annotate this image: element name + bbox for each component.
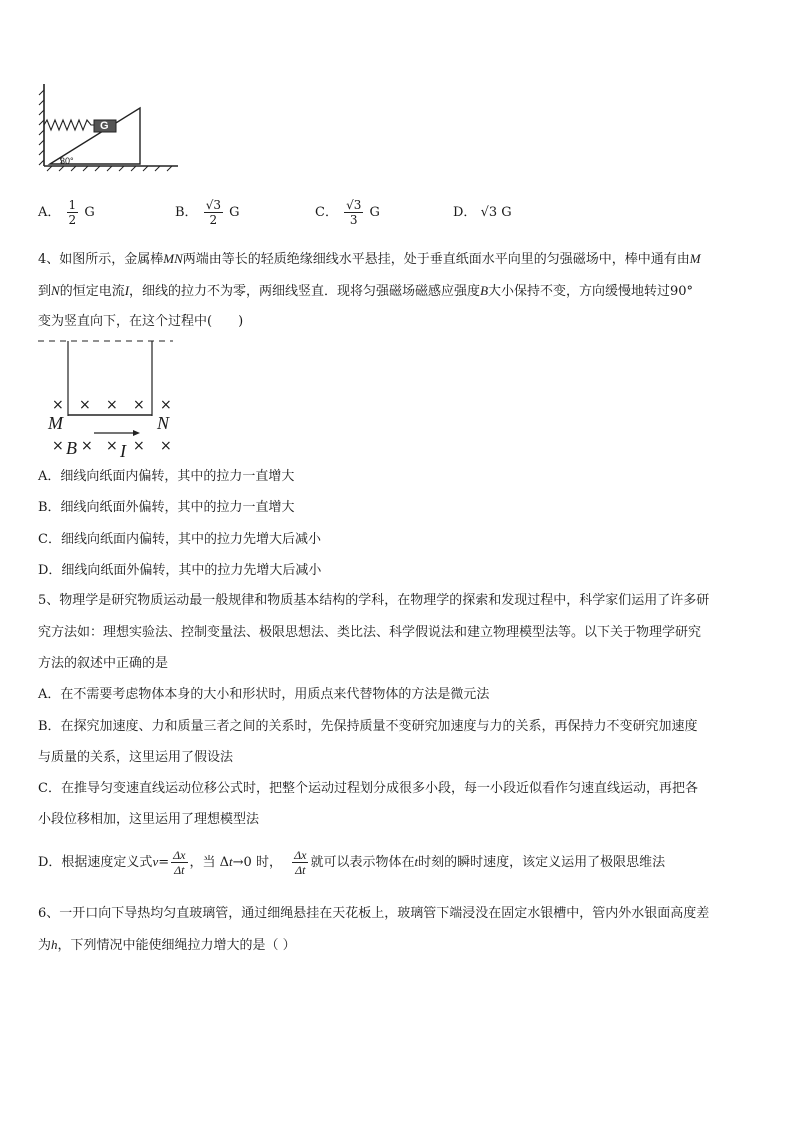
unit: G <box>229 205 240 220</box>
cross-mark: × <box>133 438 145 454</box>
q4-option-d: D．细线向纸面外偏转，其中的拉力先增大后减小 <box>38 563 322 578</box>
var-t: t <box>229 854 233 869</box>
var-v: v <box>152 854 159 869</box>
text: 到 <box>38 284 52 299</box>
var-mn: MN <box>163 251 183 266</box>
cross-mark: × <box>52 438 64 454</box>
var-i: I <box>124 283 130 298</box>
q5-line-1: 5、物理学是研究物质运动最一般规律和物质基本结构的学科，在物理学的探索和发现过程中，科学家们运用了许多研 <box>38 593 710 608</box>
q4-line-1 <box>38 249 701 270</box>
cross-mark: × <box>81 438 93 454</box>
cross-mark: × <box>52 397 64 413</box>
sqrt-value: √3 <box>480 205 498 220</box>
text: D．根据速度定义式 <box>38 855 153 870</box>
equals: = <box>158 855 170 870</box>
fraction <box>292 848 308 877</box>
q5-line-3: 方法的叙述中正确的是 <box>38 656 169 671</box>
text: 4、如图所示，金属棒 <box>38 252 164 267</box>
numerator: Δx <box>294 848 307 862</box>
q5-line-2: 究方法如：理想实验法、控制变量法、极限思想法、类比法、科学假说法和建立物理模型法等。以下关于物理学研究 <box>38 625 702 640</box>
q4-option-b: B．细线向纸面外偏转，其中的拉力一直增大 <box>38 500 295 515</box>
var-t: t <box>414 854 419 869</box>
q3-option-b <box>175 198 240 227</box>
q5-option-d <box>38 847 665 878</box>
unit: G <box>84 205 95 220</box>
text: ，当 Δ <box>189 855 230 870</box>
q4-option-a: A．细线向纸面内偏转，其中的拉力一直增大 <box>38 469 295 484</box>
text: 大小保持不变，方向缓慢地转过90° <box>488 284 694 299</box>
text: 就可以表示物体在 <box>310 855 415 870</box>
fraction <box>171 848 187 877</box>
var-m: M <box>689 251 701 266</box>
block-label: G <box>100 120 109 132</box>
label-b: B <box>66 438 77 458</box>
current-arrow <box>92 428 142 438</box>
label-m: M <box>48 413 63 433</box>
cross-mark: × <box>79 397 91 413</box>
cross-mark: × <box>133 397 145 413</box>
text: 的恒定电流 <box>59 284 125 299</box>
numerator: Δx <box>173 848 186 862</box>
q6-line-2 <box>38 935 296 956</box>
cross-mark: × <box>160 397 172 413</box>
q3-option-c <box>315 198 380 227</box>
text: 两端由等长的轻质绝缘细线水平悬挂，处于垂直纸面水平向里的匀强磁场中，棒中通有由 <box>182 252 690 267</box>
angle-label: 30° <box>60 156 74 166</box>
denominator: 2 <box>68 213 77 227</box>
fraction <box>67 198 79 227</box>
q5-option-b-line-2: 与质量的关系，这里运用了假设法 <box>38 750 234 765</box>
q5-option-b-line-1: B．在探究加速度、力和质量三者之间的关系时，先保持质量不变研究加速度与力的关系，再保持力不变研究加速度 <box>38 719 698 734</box>
q3-option-a <box>38 198 95 227</box>
q3-option-d <box>453 203 512 223</box>
q5-option-c-line-2: 小段位移相加，这里运用了理想模型法 <box>38 812 260 827</box>
numerator: 1 <box>68 198 77 212</box>
option-letter: B． <box>175 205 198 220</box>
denominator: Δt <box>295 863 306 877</box>
fraction <box>344 198 363 227</box>
unit: G <box>369 205 380 220</box>
cross-mark: × <box>160 438 172 454</box>
denominator: 3 <box>349 213 358 227</box>
label-i: I <box>120 441 126 461</box>
text: 为 <box>38 938 52 953</box>
option-letter: C． <box>315 205 338 220</box>
var-b: B <box>480 283 489 298</box>
option-letter: D． <box>453 205 477 220</box>
text: 时刻的瞬时速度，该定义运用了极限思维法 <box>418 855 666 870</box>
var-h: h <box>51 937 58 952</box>
cross-mark: × <box>106 397 118 413</box>
fraction <box>204 198 223 227</box>
var-n: N <box>51 283 60 298</box>
q4-option-c: C．细线向纸面内偏转，其中的拉力先增大后减小 <box>38 532 321 547</box>
text: ，下列情况中能使细绳拉力增大的是（ ） <box>57 938 296 953</box>
label-n: N <box>157 413 170 433</box>
numerator: √3 <box>346 198 362 212</box>
q4-line-2 <box>38 281 693 302</box>
q5-option-a: A．在不需要考虑物体本身的大小和形状时，用质点来代替物体的方法是微元法 <box>38 687 490 702</box>
numerator: √3 <box>205 198 221 212</box>
option-letter: A． <box>38 205 61 220</box>
text: →0 时， <box>232 855 282 870</box>
cross-mark: × <box>106 438 118 454</box>
denominator: Δt <box>174 863 185 877</box>
q5-option-c-line-1: C．在推导匀变速直线运动位移公式时，把整个运动过程划分成很多小段，每一小段近似看作匀速直线运动，再把各 <box>38 781 698 796</box>
unit: G <box>501 205 512 220</box>
q6-line-1: 6、一开口向下导热均匀直玻璃管，通过细绳悬挂在天花板上，玻璃管下端浸没在固定水银槽中，管内外水银面高度差 <box>38 906 710 921</box>
text: ，细线的拉力不为零，两细线竖直．现将匀强磁场磁感应强度 <box>129 284 481 299</box>
denominator: 2 <box>209 213 218 227</box>
q4-line-3: 变为竖直向下，在这个过程中( ) <box>38 314 244 329</box>
